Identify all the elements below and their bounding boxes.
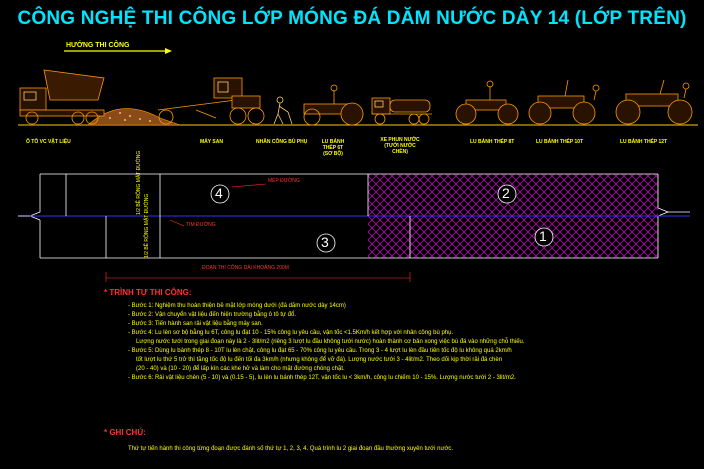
zone-1-label: 1 <box>539 228 547 244</box>
label-grader: MÁY SAN <box>200 139 223 145</box>
motor-grader-icon <box>158 78 264 124</box>
procedure-step: - Bước 5: Dùng lu bánh thép 8 - 10T lu lèn chặt, công lu đạt 65 - 70% công lu yêu cầu. Trong 3 - 4 lượt lu lèn đầu tiên tốc độ lu không quá 2km/h <box>128 348 512 354</box>
procedure-step: - Bước 4: Lu lèn sơ bộ bằng lu 6T, công lu đạt 10 - 15% công lu yêu cầu, vận tốc <1.5Km/h kết hợp với nhân công bù phụ. <box>128 330 454 336</box>
label-roller-8t: LU BÁNH THÉP 8T <box>470 139 515 145</box>
procedure-step: (20 - 40) và (10 - 20) để lấp kín các khe hở và làm cho mặt đường chóng chặt. <box>136 366 345 372</box>
procedure-steps <box>128 303 525 384</box>
label-roller-10t: LU BÁNH THÉP 10T <box>536 139 584 145</box>
procedure-step: Lượng nước tưới trong giai đoạn này là 2 - 3lit/m2 (riêng 3 lượt lu đầu không tưới nước) hoàn thành cơ bản xong việc bù đá vào những chỗ thiếu. <box>136 339 525 345</box>
road-edge-top <box>30 174 40 220</box>
plan-diagram <box>0 160 704 285</box>
half-width-bottom-label: 1/2 BỀ RỘNG MẶT ĐƯỜNG <box>144 193 150 258</box>
roller-10t-icon <box>529 80 599 124</box>
label-dump-truck: Ô TÔ VC VẬT LIỆU <box>26 139 71 145</box>
road-edge-label: MÉP ĐƯỜNG <box>268 178 300 184</box>
procedure-step: tốt lượt lu thứ 5 trở thì tăng tốc độ lu đến tối đa 3km/h (nhưng không để vỡ đá). Lượng nước tưới 3 - 4lit/m2. Theo dõi kịp thời rải đá chèn <box>136 357 503 363</box>
procedure-step: - Bước 3: Tiến hành san rải vật liệu bằng máy san. <box>128 321 263 327</box>
zone-4-label: 4 <box>215 185 223 201</box>
label-water-truck: XE PHUN NƯỚC (TƯỚI NƯỚC CHÈN) <box>380 137 420 155</box>
direction-arrow <box>64 48 172 54</box>
roller-12t-icon <box>616 80 692 124</box>
half-width-top-label: 1/2 BỀ RỘNG MẶT ĐƯỜNG <box>136 150 142 215</box>
note-heading: * GHI CHÚ: <box>104 428 146 437</box>
dump-truck-icon <box>20 70 104 124</box>
label-roller-6t: LU BÁNH THÉP 6T (SƠ BỘ) <box>321 139 345 157</box>
label-worker: NHÂN CÔNG BÙ PHỤ <box>256 139 308 145</box>
direction-label: HƯỚNG THI CÔNG <box>66 42 130 49</box>
zone-3-label: 3 <box>321 234 329 250</box>
roller-6t-icon <box>304 85 363 125</box>
worker-icon <box>274 97 292 124</box>
label-roller-12t: LU BÁNH THÉP 12T <box>620 139 668 145</box>
zone-2-label: 2 <box>502 185 510 201</box>
water-truck-icon <box>372 98 432 124</box>
segment-length-label: ĐOẠN THI CÔNG DÀI KHOẢNG 200M <box>202 265 289 271</box>
procedure-heading: * TRÌNH TỰ THI CÔNG: <box>104 288 192 297</box>
procedure-step: - Bước 6: Rải vật liệu chèn (5 - 10) và (0.15 - 5), lu lèn lu bánh thép 12T, vận tốc lu < 3km/h, công lu chiếm 10 - 15%. Lượng nước tưới 2 - 3lit/m2. <box>128 375 516 381</box>
note-text: Thứ tự tiến hành thi công từng đoạn được đánh số thứ tự 1, 2, 3, 4. Quá trình lu 2 giai đoạn đầu thường xuyên tưới nước. <box>128 446 454 452</box>
page-title: CÔNG NGHỆ THI CÔNG LỚP MÓNG ĐÁ DĂM NƯỚC DÀY 14 (LỚP TRÊN) <box>17 8 687 29</box>
procedure-step: - Bước 2: Vận chuyển vật liệu đến hiện trường bằng ô tô tự đổ. <box>128 312 297 318</box>
machine-strip <box>0 0 704 140</box>
procedure-step: - Bước 1: Nghiệm thu hoàn thiện bề mặt lớp móng dưới (đá dăm nước dày 14cm) <box>128 303 346 309</box>
roller-8t-icon <box>456 81 518 124</box>
centerline-label: TIM ĐƯỜNG <box>186 222 216 228</box>
